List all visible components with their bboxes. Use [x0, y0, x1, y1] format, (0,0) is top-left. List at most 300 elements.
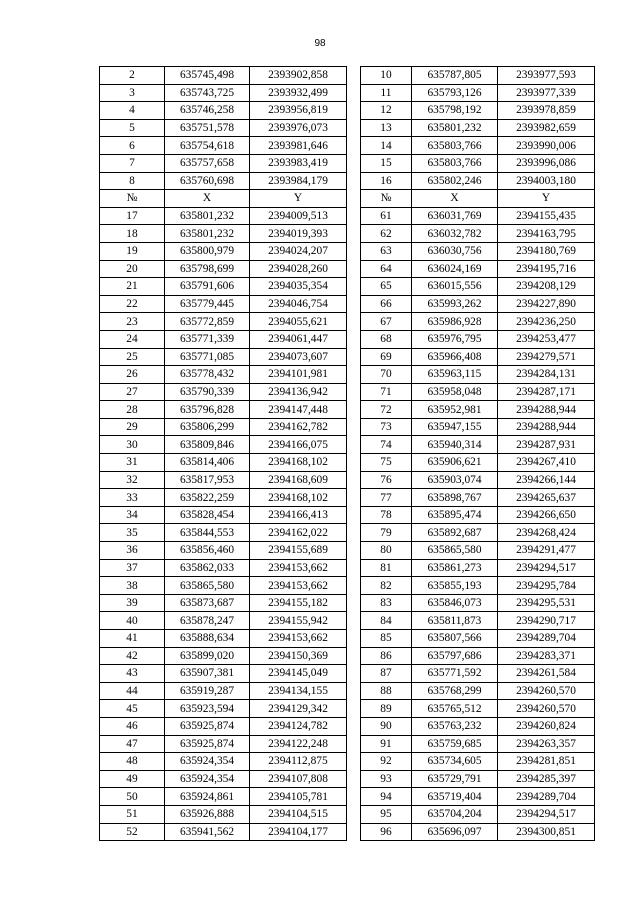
x-coordinate-cell: 635696,097: [412, 823, 498, 841]
point-number-cell: 44: [100, 682, 165, 700]
point-number-cell: 52: [100, 823, 165, 841]
x-coordinate-cell: 635940,314: [412, 436, 498, 454]
point-number-cell: 15: [361, 154, 412, 172]
point-number-cell: 66: [361, 295, 412, 313]
x-coordinate-cell: 635844,553: [165, 524, 250, 542]
point-number-cell: 24: [100, 330, 165, 348]
y-coordinate-cell: 2394261,584: [498, 665, 595, 683]
x-coordinate-cell: 635790,339: [165, 383, 250, 401]
point-number-cell: 50: [100, 788, 165, 806]
y-coordinate-cell: 2393977,339: [498, 84, 595, 102]
point-number-cell: 14: [361, 137, 412, 155]
x-coordinate-cell: 635771,339: [165, 330, 250, 348]
column-gap: [347, 137, 361, 155]
point-number-cell: 7: [100, 154, 165, 172]
point-number-cell: 21: [100, 278, 165, 296]
point-number-cell: 19: [100, 242, 165, 260]
point-number-cell: 17: [100, 207, 165, 225]
column-gap: [347, 559, 361, 577]
point-number-cell: 68: [361, 330, 412, 348]
point-number-cell: 95: [361, 805, 412, 823]
x-coordinate-cell: 635888,634: [165, 630, 250, 648]
x-coordinate-cell: 635759,685: [412, 735, 498, 753]
column-gap: [347, 682, 361, 700]
y-coordinate-cell: 2394147,448: [250, 401, 347, 419]
x-coordinate-cell: 635895,474: [412, 506, 498, 524]
x-coordinate-cell: 635846,073: [412, 594, 498, 612]
y-coordinate-cell: 2394153,662: [250, 559, 347, 577]
table-row: [100, 700, 595, 718]
point-number-cell: 28: [100, 401, 165, 419]
x-coordinate-cell: 635878,247: [165, 612, 250, 630]
column-gap: [347, 542, 361, 560]
x-coordinate-cell: 635865,580: [412, 542, 498, 560]
y-coordinate-cell: 2393978,859: [498, 102, 595, 120]
point-number-cell: 86: [361, 647, 412, 665]
table-row: [100, 225, 595, 243]
y-coordinate-cell: 2394290,717: [498, 612, 595, 630]
point-number-cell: 2: [100, 67, 165, 85]
table-row: [100, 471, 595, 489]
table-row: [100, 735, 595, 753]
table-row: [100, 313, 595, 331]
table-row: [100, 260, 595, 278]
y-coordinate-cell: 2394162,782: [250, 418, 347, 436]
column-gap: [347, 383, 361, 401]
column-gap: [347, 717, 361, 735]
x-coordinate-cell: 635719,404: [412, 788, 498, 806]
y-coordinate-cell: 2394265,637: [498, 489, 595, 507]
x-coordinate-cell: 636032,782: [412, 225, 498, 243]
y-coordinate-cell: 2394028,260: [250, 260, 347, 278]
point-number-cell: 84: [361, 612, 412, 630]
point-number-cell: 77: [361, 489, 412, 507]
point-number-cell: 65: [361, 278, 412, 296]
y-coordinate-cell: 2394227,890: [498, 295, 595, 313]
point-number-cell: 79: [361, 524, 412, 542]
table-row: [100, 295, 595, 313]
x-coordinate-cell: 635798,192: [412, 102, 498, 120]
table-row: [100, 84, 595, 102]
column-gap: [347, 313, 361, 331]
y-coordinate-cell: 2394253,477: [498, 330, 595, 348]
point-number-cell: 12: [361, 102, 412, 120]
y-coordinate-cell: 2394266,144: [498, 471, 595, 489]
column-gap: [347, 770, 361, 788]
x-coordinate-cell: 635791,606: [165, 278, 250, 296]
column-gap: [347, 647, 361, 665]
point-number-cell: 51: [100, 805, 165, 823]
x-coordinate-cell: 635947,155: [412, 418, 498, 436]
x-coordinate-cell: 635787,805: [412, 67, 498, 85]
x-coordinate-cell: 635796,828: [165, 401, 250, 419]
point-number-cell: 47: [100, 735, 165, 753]
x-coordinate-cell: 635861,273: [412, 559, 498, 577]
point-number-cell: 81: [361, 559, 412, 577]
x-coordinate-cell: 635919,287: [165, 682, 250, 700]
x-coordinate-cell: 635924,354: [165, 770, 250, 788]
y-coordinate-cell: 2394155,942: [250, 612, 347, 630]
header-y: Y: [498, 190, 595, 208]
table-body: [100, 67, 595, 841]
y-coordinate-cell: 2394155,689: [250, 542, 347, 560]
header-number: №: [100, 190, 165, 208]
y-coordinate-cell: 2394163,795: [498, 225, 595, 243]
y-coordinate-cell: 2394289,704: [498, 788, 595, 806]
y-coordinate-cell: 2394155,182: [250, 594, 347, 612]
point-number-cell: 96: [361, 823, 412, 841]
x-coordinate-cell: 635963,115: [412, 366, 498, 384]
point-number-cell: 76: [361, 471, 412, 489]
y-coordinate-cell: 2394295,531: [498, 594, 595, 612]
x-coordinate-cell: 635746,258: [165, 102, 250, 120]
y-coordinate-cell: 2394295,784: [498, 577, 595, 595]
column-gap: [347, 348, 361, 366]
point-number-cell: 38: [100, 577, 165, 595]
y-coordinate-cell: 2394288,944: [498, 401, 595, 419]
point-number-cell: 48: [100, 753, 165, 771]
x-coordinate-cell: 635814,406: [165, 454, 250, 472]
y-coordinate-cell: 2393984,179: [250, 172, 347, 190]
y-coordinate-cell: 2394260,824: [498, 717, 595, 735]
point-number-cell: 72: [361, 401, 412, 419]
column-gap: [347, 295, 361, 313]
header-x: X: [165, 190, 250, 208]
table-row: [100, 753, 595, 771]
x-coordinate-cell: 635966,408: [412, 348, 498, 366]
x-coordinate-cell: 635958,048: [412, 383, 498, 401]
x-coordinate-cell: 635873,687: [165, 594, 250, 612]
point-number-cell: 71: [361, 383, 412, 401]
point-number-cell: 46: [100, 717, 165, 735]
y-coordinate-cell: 2394168,102: [250, 489, 347, 507]
y-coordinate-cell: 2394168,102: [250, 454, 347, 472]
y-coordinate-cell: 2394035,354: [250, 278, 347, 296]
y-coordinate-cell: 2394122,248: [250, 735, 347, 753]
table-row: [100, 770, 595, 788]
point-number-cell: 32: [100, 471, 165, 489]
point-number-cell: 33: [100, 489, 165, 507]
y-coordinate-cell: 2394195,716: [498, 260, 595, 278]
point-number-cell: 30: [100, 436, 165, 454]
point-number-cell: 26: [100, 366, 165, 384]
table-row: [100, 805, 595, 823]
point-number-cell: 4: [100, 102, 165, 120]
column-gap: [347, 454, 361, 472]
x-coordinate-cell: 635892,687: [412, 524, 498, 542]
point-number-cell: 45: [100, 700, 165, 718]
point-number-cell: 3: [100, 84, 165, 102]
column-gap: [347, 242, 361, 260]
y-coordinate-cell: 2394260,570: [498, 682, 595, 700]
point-number-cell: 64: [361, 260, 412, 278]
point-number-cell: 27: [100, 383, 165, 401]
x-coordinate-cell: 635760,698: [165, 172, 250, 190]
x-coordinate-cell: 635803,766: [412, 154, 498, 172]
y-coordinate-cell: 2394260,570: [498, 700, 595, 718]
y-coordinate-cell: 2394129,342: [250, 700, 347, 718]
y-coordinate-cell: 2394288,944: [498, 418, 595, 436]
y-coordinate-cell: 2394287,931: [498, 436, 595, 454]
x-coordinate-cell: 635765,512: [412, 700, 498, 718]
x-coordinate-cell: 635865,580: [165, 577, 250, 595]
point-number-cell: 88: [361, 682, 412, 700]
y-coordinate-cell: 2393983,419: [250, 154, 347, 172]
x-coordinate-cell: 635906,621: [412, 454, 498, 472]
column-gap: [347, 401, 361, 419]
point-number-cell: 49: [100, 770, 165, 788]
y-coordinate-cell: 2393902,858: [250, 67, 347, 85]
column-gap: [347, 366, 361, 384]
table-row: [100, 102, 595, 120]
x-coordinate-cell: 635806,299: [165, 418, 250, 436]
y-coordinate-cell: 2394061,447: [250, 330, 347, 348]
table-row: [100, 401, 595, 419]
y-coordinate-cell: 2394009,513: [250, 207, 347, 225]
x-coordinate-cell: 636031,769: [412, 207, 498, 225]
x-coordinate-cell: 635729,791: [412, 770, 498, 788]
point-number-cell: 69: [361, 348, 412, 366]
x-coordinate-cell: 635817,953: [165, 471, 250, 489]
point-number-cell: 36: [100, 542, 165, 560]
x-coordinate-cell: 635923,594: [165, 700, 250, 718]
x-coordinate-cell: 635925,874: [165, 735, 250, 753]
x-coordinate-cell: 635898,767: [412, 489, 498, 507]
table-row: [100, 788, 595, 806]
column-gap: [347, 489, 361, 507]
y-coordinate-cell: 2393990,006: [498, 137, 595, 155]
column-gap: [347, 735, 361, 753]
y-coordinate-cell: 2394134,155: [250, 682, 347, 700]
x-coordinate-cell: 635855,193: [412, 577, 498, 595]
point-number-cell: 85: [361, 630, 412, 648]
y-coordinate-cell: 2394019,393: [250, 225, 347, 243]
x-coordinate-cell: 635751,578: [165, 119, 250, 137]
x-coordinate-cell: 635803,766: [412, 137, 498, 155]
column-gap: [347, 102, 361, 120]
column-gap: [347, 805, 361, 823]
x-coordinate-cell: 635856,460: [165, 542, 250, 560]
table-row: [100, 630, 595, 648]
y-coordinate-cell: 2394166,075: [250, 436, 347, 454]
column-gap: [347, 665, 361, 683]
y-coordinate-cell: 2394124,782: [250, 717, 347, 735]
y-coordinate-cell: 2394136,942: [250, 383, 347, 401]
table-row: [100, 436, 595, 454]
table-row: [100, 665, 595, 683]
point-number-cell: 90: [361, 717, 412, 735]
column-gap: [347, 577, 361, 595]
column-gap: [347, 524, 361, 542]
point-number-cell: 94: [361, 788, 412, 806]
x-coordinate-cell: 635807,566: [412, 630, 498, 648]
y-coordinate-cell: 2394104,177: [250, 823, 347, 841]
point-number-cell: 67: [361, 313, 412, 331]
table-row: [100, 612, 595, 630]
point-number-cell: 39: [100, 594, 165, 612]
column-gap: [347, 630, 361, 648]
point-number-cell: 93: [361, 770, 412, 788]
point-number-cell: 13: [361, 119, 412, 137]
point-number-cell: 42: [100, 647, 165, 665]
x-coordinate-cell: 635802,246: [412, 172, 498, 190]
x-coordinate-cell: 635993,262: [412, 295, 498, 313]
x-coordinate-cell: 635822,259: [165, 489, 250, 507]
column-gap: [347, 278, 361, 296]
y-coordinate-cell: 2394107,808: [250, 770, 347, 788]
table-row: [100, 717, 595, 735]
x-coordinate-cell: 635793,126: [412, 84, 498, 102]
point-number-cell: 37: [100, 559, 165, 577]
x-coordinate-cell: 635828,454: [165, 506, 250, 524]
point-number-cell: 62: [361, 225, 412, 243]
column-gap: [347, 225, 361, 243]
x-coordinate-cell: 635743,725: [165, 84, 250, 102]
y-coordinate-cell: 2394003,180: [498, 172, 595, 190]
y-coordinate-cell: 2394162,022: [250, 524, 347, 542]
point-number-cell: 18: [100, 225, 165, 243]
point-number-cell: 41: [100, 630, 165, 648]
table-row: [100, 594, 595, 612]
point-number-cell: 29: [100, 418, 165, 436]
x-coordinate-cell: 636030,756: [412, 242, 498, 260]
x-coordinate-cell: 635862,033: [165, 559, 250, 577]
column-gap: [347, 172, 361, 190]
point-number-cell: 10: [361, 67, 412, 85]
point-number-cell: 78: [361, 506, 412, 524]
y-coordinate-cell: 2394046,754: [250, 295, 347, 313]
column-gap: [347, 753, 361, 771]
y-coordinate-cell: 2394268,424: [498, 524, 595, 542]
column-gap: [347, 823, 361, 841]
y-coordinate-cell: 2394294,517: [498, 805, 595, 823]
x-coordinate-cell: 635924,354: [165, 753, 250, 771]
x-coordinate-cell: 635757,658: [165, 154, 250, 172]
y-coordinate-cell: 2394266,650: [498, 506, 595, 524]
y-coordinate-cell: 2394180,769: [498, 242, 595, 260]
point-number-cell: 63: [361, 242, 412, 260]
point-number-cell: 23: [100, 313, 165, 331]
point-number-cell: 34: [100, 506, 165, 524]
table-row: [100, 119, 595, 137]
x-coordinate-cell: 635903,074: [412, 471, 498, 489]
x-coordinate-cell: 635952,981: [412, 401, 498, 419]
coordinates-table: [99, 66, 595, 841]
table-row: [100, 418, 595, 436]
table-row: [100, 207, 595, 225]
table-row: [100, 682, 595, 700]
y-coordinate-cell: 2394294,517: [498, 559, 595, 577]
table-row: [100, 454, 595, 472]
x-coordinate-cell: 635771,592: [412, 665, 498, 683]
x-coordinate-cell: 635745,498: [165, 67, 250, 85]
y-coordinate-cell: 2394155,435: [498, 207, 595, 225]
table-row: [100, 67, 595, 85]
table-row: [100, 330, 595, 348]
table-row: [100, 348, 595, 366]
y-coordinate-cell: 2394073,607: [250, 348, 347, 366]
table-row: [100, 559, 595, 577]
y-coordinate-cell: 2394287,171: [498, 383, 595, 401]
x-coordinate-cell: 635797,686: [412, 647, 498, 665]
y-coordinate-cell: 2394267,410: [498, 454, 595, 472]
point-number-cell: 74: [361, 436, 412, 454]
header-x: X: [412, 190, 498, 208]
y-coordinate-cell: 2394145,049: [250, 665, 347, 683]
column-gap: [347, 330, 361, 348]
table-row: [100, 172, 595, 190]
table-row: [100, 366, 595, 384]
table-row: [100, 647, 595, 665]
y-coordinate-cell: 2394281,851: [498, 753, 595, 771]
table-row: [100, 278, 595, 296]
y-coordinate-cell: 2394150,369: [250, 647, 347, 665]
y-coordinate-cell: 2394284,131: [498, 366, 595, 384]
y-coordinate-cell: 2393976,073: [250, 119, 347, 137]
table-row: [100, 489, 595, 507]
x-coordinate-cell: 635800,979: [165, 242, 250, 260]
table-row: [100, 242, 595, 260]
x-coordinate-cell: 636015,556: [412, 278, 498, 296]
column-gap: [347, 700, 361, 718]
y-coordinate-cell: 2394283,371: [498, 647, 595, 665]
column-gap: [347, 788, 361, 806]
column-gap: [347, 190, 361, 208]
table-row: [100, 577, 595, 595]
x-coordinate-cell: 635976,795: [412, 330, 498, 348]
table-row: [100, 154, 595, 172]
x-coordinate-cell: 635925,874: [165, 717, 250, 735]
column-gap: [347, 84, 361, 102]
page-number: 98: [314, 38, 326, 49]
column-gap: [347, 67, 361, 85]
table-row: [100, 506, 595, 524]
table-row: [100, 542, 595, 560]
x-coordinate-cell: 635986,928: [412, 313, 498, 331]
point-number-cell: 43: [100, 665, 165, 683]
point-number-cell: 31: [100, 454, 165, 472]
y-coordinate-cell: 2394279,571: [498, 348, 595, 366]
point-number-cell: 5: [100, 119, 165, 137]
x-coordinate-cell: 635771,085: [165, 348, 250, 366]
y-coordinate-cell: 2394153,662: [250, 630, 347, 648]
x-coordinate-cell: 635801,232: [412, 119, 498, 137]
x-coordinate-cell: 635801,232: [165, 207, 250, 225]
y-coordinate-cell: 2394101,981: [250, 366, 347, 384]
point-number-cell: 11: [361, 84, 412, 102]
point-number-cell: 70: [361, 366, 412, 384]
column-gap: [347, 119, 361, 137]
point-number-cell: 89: [361, 700, 412, 718]
point-number-cell: 75: [361, 454, 412, 472]
x-coordinate-cell: 635734,605: [412, 753, 498, 771]
x-coordinate-cell: 635899,020: [165, 647, 250, 665]
point-number-cell: 83: [361, 594, 412, 612]
point-number-cell: 40: [100, 612, 165, 630]
x-coordinate-cell: 635704,204: [412, 805, 498, 823]
point-number-cell: 87: [361, 665, 412, 683]
point-number-cell: 61: [361, 207, 412, 225]
x-coordinate-cell: 635763,232: [412, 717, 498, 735]
table-row: [100, 823, 595, 841]
column-gap: [347, 207, 361, 225]
point-number-cell: 25: [100, 348, 165, 366]
table-row: [100, 524, 595, 542]
y-coordinate-cell: 2394289,704: [498, 630, 595, 648]
x-coordinate-cell: 635779,445: [165, 295, 250, 313]
y-coordinate-cell: 2394055,621: [250, 313, 347, 331]
point-number-cell: 73: [361, 418, 412, 436]
